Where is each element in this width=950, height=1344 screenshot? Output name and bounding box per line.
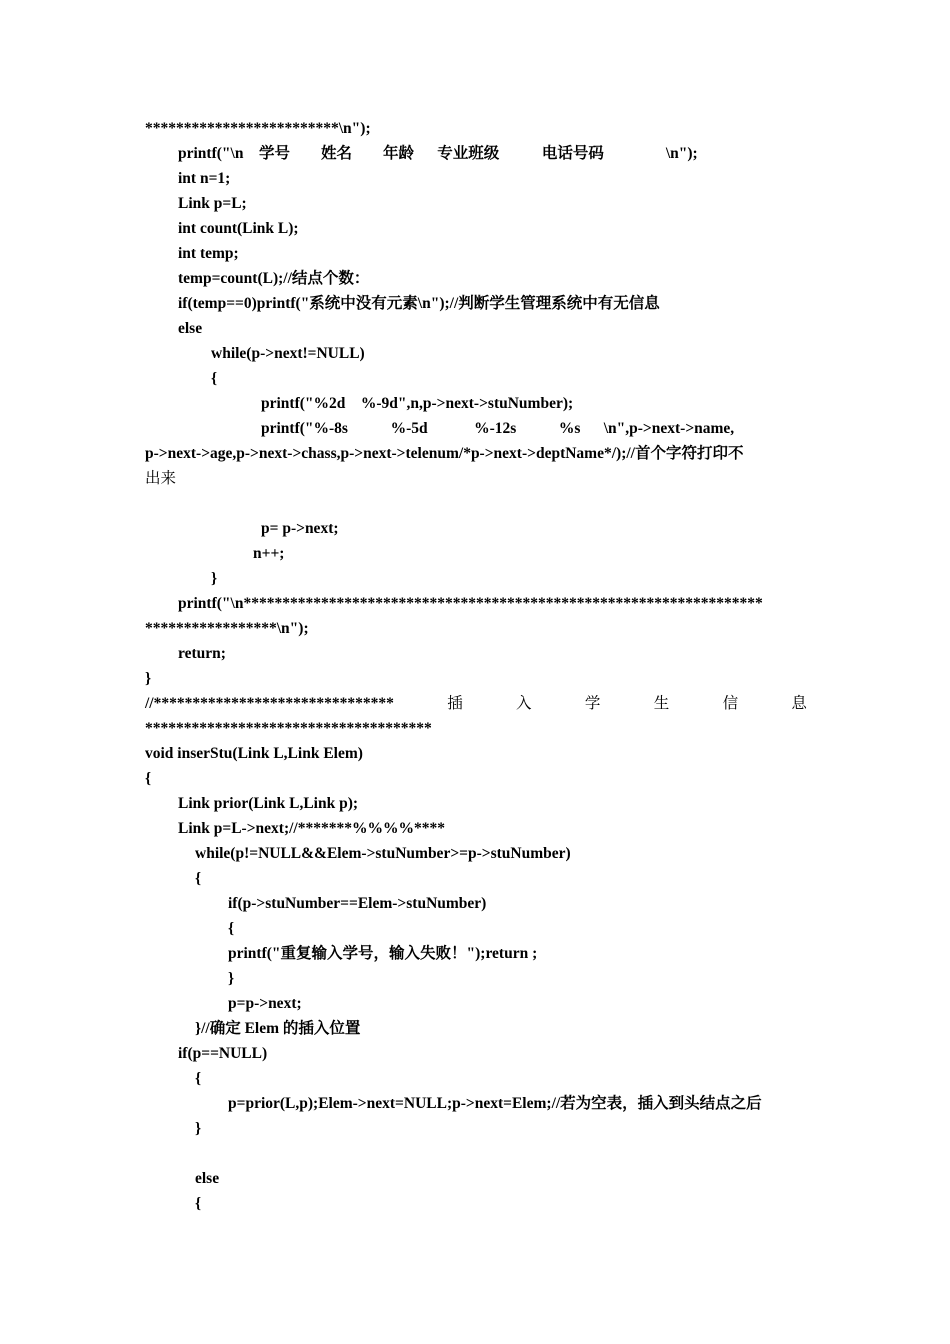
blank-line <box>145 1141 807 1166</box>
code-line: p= p->next; <box>261 520 339 537</box>
code-line: 出来 <box>145 470 177 487</box>
code-line: p=p->next; <box>228 995 302 1012</box>
code-line: Link p=L->next;//*******%%%%**** <box>178 820 445 837</box>
section-char: 生 <box>653 695 670 712</box>
code-line: else <box>195 1170 220 1187</box>
section-char: 入 <box>516 695 532 712</box>
code-line: printf("%2d %-9d",n,p->next->stuNumber); <box>261 395 574 412</box>
code-line: Link prior(Link L,Link p); <box>178 795 359 812</box>
blank-line <box>145 491 807 516</box>
code-line: *************************\n"); <box>145 120 371 137</box>
code-line: Link p=L; <box>178 195 247 212</box>
code-line: { <box>195 1195 202 1212</box>
code-line: p->next->age,p->next->chass,p->next->telenum/*p->next->deptName*/);//首个字符打印不 <box>145 445 744 462</box>
code-line: int count(Link L); <box>178 220 299 237</box>
code-line: printf("\n 学号 姓名 年龄 专业班级 电话号码 \n"); <box>178 145 698 162</box>
comment-stars: //******************************* <box>145 695 394 712</box>
code-line: } <box>228 970 235 987</box>
section-char: 学 <box>584 695 601 712</box>
code-line: p=prior(L,p);Elem->next=NULL;p->next=Elem;//若为空表，插入到头结点之后 <box>228 1095 762 1112</box>
code-line: while(p->next!=NULL) <box>211 345 365 362</box>
code-line: *****************\n"); <box>145 620 309 637</box>
code-line: void inserStu(Link L,Link Elem) <box>145 745 363 762</box>
code-line: else <box>178 320 203 337</box>
code-line: } <box>145 670 152 687</box>
code-line: temp=count(L);//结点个数： <box>178 270 370 287</box>
code-line: int n=1; <box>178 170 231 187</box>
code-line: if(p==NULL) <box>178 1045 268 1062</box>
code-line: n++; <box>253 545 285 562</box>
code-line: int temp; <box>178 245 239 262</box>
code-line: printf("\n******************************************************************* <box>178 595 763 612</box>
code-line: if(temp==0)printf("系统中没有元素\n");//判断学生管理系统中有无信息 <box>178 295 660 312</box>
code-line: while(p!=NULL&&Elem->stuNumber>=p->stuNumber) <box>195 845 571 862</box>
section-char: 息 <box>791 695 807 712</box>
code-line: } <box>211 570 218 587</box>
code-line: ************************************* <box>145 720 432 737</box>
code-line: printf("%-8s %-5d %-12s %s \n",p->next->name, <box>261 420 735 437</box>
section-char: 信 <box>722 695 739 712</box>
code-line: if(p->stuNumber==Elem->stuNumber) <box>228 895 487 912</box>
code-line: { <box>211 370 218 387</box>
code-line: printf("重复输入学号，输入失败！");return ; <box>228 945 538 962</box>
code-line: }//确定 Elem 的插入位置 <box>195 1020 361 1037</box>
code-line: { <box>195 870 202 887</box>
section-comment-line <box>145 691 807 716</box>
code-line: } <box>195 1120 202 1137</box>
code-listing <box>145 116 807 1216</box>
section-char: 插 <box>447 695 463 712</box>
code-line: { <box>195 1070 202 1087</box>
code-line: { <box>145 770 152 787</box>
code-line: return; <box>178 645 226 662</box>
code-line: { <box>228 920 235 937</box>
